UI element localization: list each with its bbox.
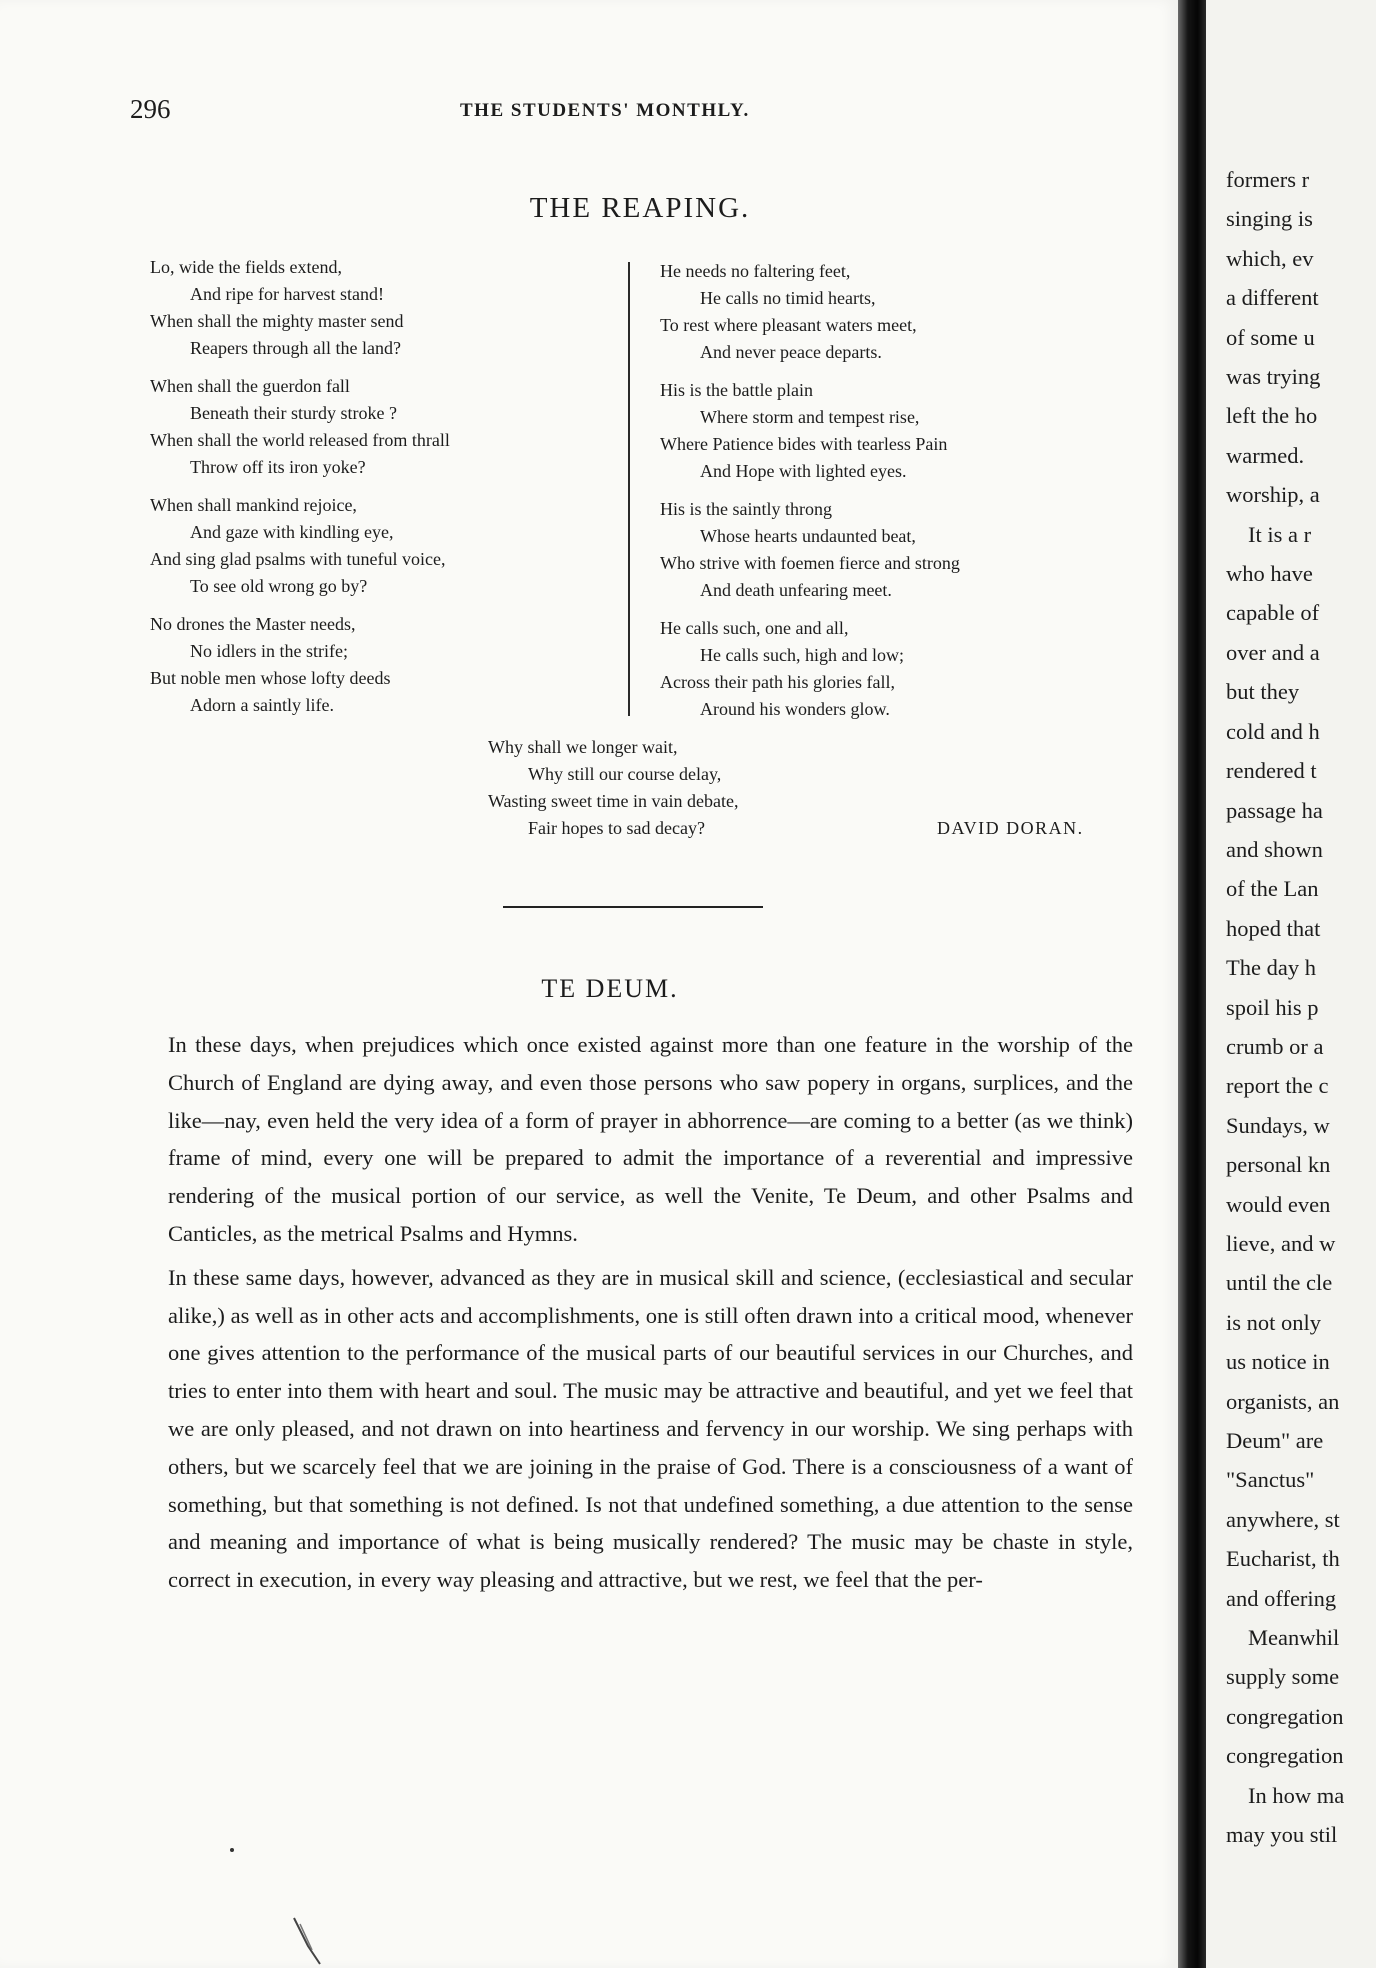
poem-stanza: [150, 492, 620, 600]
facing-page-line: which, ev: [1226, 245, 1314, 271]
poem-line: No idlers in the strife;: [190, 641, 348, 661]
page-number: 296: [130, 94, 171, 124]
facing-page-line: cold and h: [1226, 718, 1320, 744]
facing-page-line: but they: [1226, 679, 1300, 705]
poem-left-column: [150, 254, 620, 730]
facing-page-line: us notice in: [1226, 1349, 1330, 1375]
ink-speck: [230, 1848, 234, 1852]
poem-line: When shall the guerdon fall: [150, 376, 350, 396]
section-divider: [503, 906, 763, 908]
facing-page-line: Sundays, w: [1226, 1112, 1330, 1138]
poem-line: No drones the Master needs,: [150, 614, 356, 634]
poem-line: Throw off its iron yoke?: [190, 457, 366, 477]
poem-line: Whose hearts undaunted beat,: [700, 526, 916, 546]
facing-page-line: "Sanctus": [1226, 1467, 1315, 1493]
poem-line: And gaze with kindling eye,: [190, 522, 394, 542]
facing-page-line: warmed.: [1226, 442, 1305, 468]
facing-page-line: supply some: [1226, 1664, 1340, 1690]
facing-page-line: over and a: [1226, 639, 1320, 665]
facing-page-line: until the cle: [1226, 1270, 1333, 1296]
facing-page-line: capable of: [1226, 600, 1320, 626]
poem-line: Why still our course delay,: [528, 764, 722, 784]
facing-page-line: spoil his p: [1226, 994, 1319, 1020]
poem-stanza: [660, 496, 1130, 604]
facing-page-line: was trying: [1226, 364, 1321, 390]
poem-stanza: [150, 254, 620, 362]
poem-line: Around his wonders glow.: [700, 699, 890, 719]
facing-page-line: left the ho: [1226, 403, 1318, 429]
facing-page-line: may you stil: [1226, 1822, 1338, 1848]
facing-page-line: hoped that: [1226, 915, 1321, 941]
poem-stanza: [150, 373, 620, 481]
poem-line: When shall the mighty master send: [150, 311, 404, 331]
facing-page-line: who have: [1226, 561, 1313, 587]
facing-page-line: Deum" are: [1226, 1428, 1324, 1453]
poem-line: And never peace departs.: [700, 342, 882, 362]
facing-page-line: and offering: [1226, 1585, 1337, 1611]
column-divider: [628, 262, 630, 716]
facing-page-line: anywhere, st: [1226, 1506, 1340, 1532]
poem-line: To see old wrong go by?: [190, 576, 368, 596]
poem-line: And sing glad psalms with tuneful voice,: [150, 549, 446, 569]
facing-page-line: report the c: [1226, 1073, 1329, 1099]
facing-page-line: is not only: [1226, 1309, 1322, 1335]
facing-page-line: formers r: [1226, 167, 1310, 192]
poem-line: When shall mankind rejoice,: [150, 495, 357, 515]
poem-line: Adorn a saintly life.: [190, 695, 334, 715]
poem-stanza: [660, 615, 1130, 723]
poem-line: He calls no timid hearts,: [700, 288, 876, 308]
poem-line: His is the battle plain: [660, 380, 813, 400]
book-gutter: [1178, 0, 1206, 1968]
poem-line: Where storm and tempest rise,: [700, 407, 920, 427]
facing-page-line: The day h: [1226, 955, 1316, 981]
poem-line: He calls such, high and low;: [700, 645, 904, 665]
poem-line: Where Patience bides with tearless Pain: [660, 434, 948, 454]
article-body: [168, 1026, 1133, 1605]
facing-page-line: congregation: [1226, 1703, 1344, 1729]
poem-line: Fair hopes to sad decay?: [528, 818, 705, 838]
facing-page-line: rendered t: [1226, 758, 1317, 784]
poem-line: But noble men whose lofty deeds: [150, 668, 391, 688]
article-paragraph: In these same days, however, advanced as they are in musical skill and science, (ecclesiastical and secular alike,) as well as in other acts and accomplishments, one is still often drawn into a critical mood, whenever one gives attention to the performance of the musical parts of our beautiful services in our Churches, and tries to enter into them with heart and soul. The music may be attractive and beautiful, and yet we feel that we are only pleased, and not drawn on into heartiness and fervency in our worship. We sing perhaps with others, but we scarcely feel that we are joining in the praise of God. There is a consciousness of a want of something, but that something is not defined. Is not that undefined something, a due attention to the sense and meaning and importance of what is being musically rendered? The music may be chaste in style, correct in execution, in every way pleasing and attractive, but we rest, we feel that the per-: [168, 1264, 1133, 1593]
facing-page-line: It is a r: [1248, 521, 1312, 547]
poem-line: Lo, wide the fields extend,: [150, 257, 342, 277]
facing-page-line: would even: [1226, 1191, 1331, 1217]
facing-page-line: and shown: [1226, 836, 1323, 862]
poem-line: Beneath their sturdy stroke ?: [190, 403, 397, 423]
page-scratch-mark: [290, 1916, 330, 1966]
facing-page-line: lieve, and w: [1226, 1230, 1336, 1256]
poem-line: He needs no faltering feet,: [660, 261, 851, 281]
poem-line: Why shall we longer wait,: [488, 737, 678, 757]
facing-page-line: Eucharist, th: [1226, 1546, 1340, 1572]
facing-page-line: singing is: [1226, 206, 1313, 232]
poem-author: DAVID DORAN.: [937, 818, 1084, 838]
facing-page-text: [1226, 160, 1376, 1854]
facing-page-line: congregation: [1226, 1743, 1344, 1769]
facing-page-line: In how ma: [1248, 1782, 1345, 1808]
facing-page-line: passage ha: [1226, 797, 1323, 823]
poem-line: Who strive with foemen fierce and strong: [660, 553, 960, 573]
poem-title: THE REAPING.: [529, 192, 751, 224]
running-title: THE STUDENTS' MONTHLY.: [460, 100, 750, 121]
poem-right-column: [660, 258, 1130, 734]
facing-page-line: worship, a: [1226, 482, 1320, 508]
poem-stanza: [660, 258, 1130, 366]
facing-page-line: of the Lan: [1226, 876, 1319, 902]
poem-line: And ripe for harvest stand!: [190, 284, 384, 304]
poem-line: He calls such, one and all,: [660, 618, 849, 638]
poem-line: And Hope with lighted eyes.: [700, 461, 907, 481]
poem-line: Wasting sweet time in vain debate,: [488, 791, 739, 811]
facing-page-line: a different: [1226, 285, 1319, 311]
facing-page-line: personal kn: [1226, 1152, 1331, 1178]
facing-page-line: organists, an: [1226, 1388, 1340, 1414]
poem-line: Reapers through all the land?: [190, 338, 401, 358]
poem-line: His is the saintly throng: [660, 499, 832, 519]
poem-stanza: [660, 377, 1130, 485]
page-header: [130, 94, 1140, 134]
article-title: TE DEUM.: [541, 974, 679, 1003]
article-paragraph: In these days, when prejudices which once existed against more than one feature in the worship of the Church of England are dying away, and even those persons who saw popery in organs, surplices, and the like—nay, even held the very idea of a form of prayer in abhorrence—are coming to a better (as we think) frame of mind, every one will be prepared to admit the importance of a reverential and impressive rendering of the musical portion of our service, as well the Venite, Te Deum, and other Psalms and Canticles, as the metrical Psalms and Hymns.: [168, 1032, 1133, 1246]
poem-line: Across their path his glories fall,: [660, 672, 895, 692]
facing-page-line: Meanwhil: [1248, 1625, 1340, 1651]
poem-line: When shall the world released from thrall: [150, 430, 450, 450]
facing-page-line: of some u: [1226, 324, 1315, 350]
poem-line: To rest where pleasant waters meet,: [660, 315, 917, 335]
poem-line: And death unfearing meet.: [700, 580, 892, 600]
poem-final-stanza: [488, 734, 988, 842]
facing-page-line: crumb or a: [1226, 1033, 1324, 1059]
poem-stanza: [150, 611, 620, 719]
